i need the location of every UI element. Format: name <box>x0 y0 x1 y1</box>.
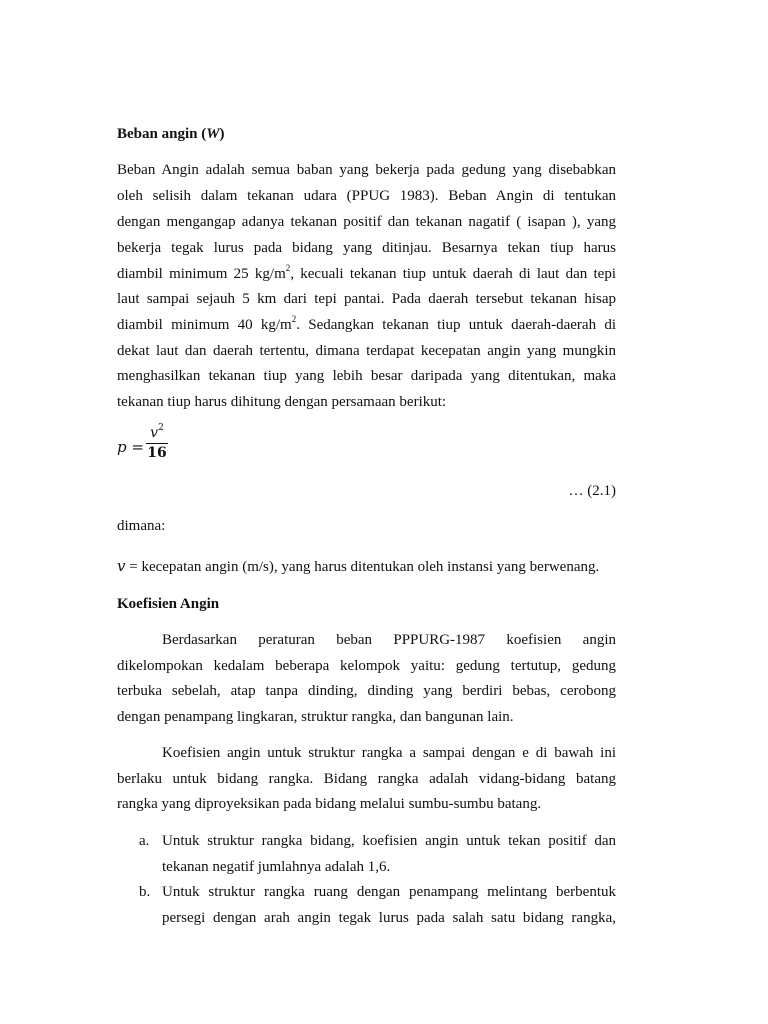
equation-number: … (2.1) <box>568 483 616 499</box>
numerator-exponent: 2 <box>158 423 164 434</box>
equation-lhs: p = <box>117 438 144 456</box>
equation-numerator <box>146 424 168 443</box>
equation-denominator: 16 <box>147 445 167 461</box>
heading-close: ) <box>219 126 225 142</box>
text-fragment: diambil minimum 25 kg/m <box>117 266 286 282</box>
text-line: Beban Angin adalah semua baban yang bekerja pada gedung yang disebabkan <box>117 162 616 178</box>
where-label: dimana: <box>117 518 166 534</box>
text-line: rangka yang diproyeksikan pada bidang melalui sumbu-sumbu batang. <box>117 796 542 812</box>
text-line: Berdasarkan peraturan beban PPPURG-1987 koefisien angin <box>162 632 616 648</box>
where-description: = kecepatan angin (m/s), yang harus ditentukan oleh instansi yang berwenang. <box>125 559 600 575</box>
text-line: laut sampai sejauh 5 km dari tepi pantai. Pada daerah tersebut tekanan hisap <box>117 291 616 307</box>
text-line: bekerja tegak lurus pada bidang yang ditinjau. Besarnya tekan tiup harus <box>117 240 616 256</box>
superscript: 2 <box>285 263 291 273</box>
text-line <box>117 265 616 283</box>
text-fragment: , kecuali tekanan tiup untuk daerah di laut dan tepi <box>290 266 617 282</box>
heading-symbol: W <box>206 126 220 142</box>
text-line: dengan penampang lingkaran, struktur rangka, dan bangunan lain. <box>117 709 514 725</box>
text-fragment: diambil minimum 40 kg/m <box>117 317 292 333</box>
list-marker: b. <box>139 884 151 900</box>
where-variable: v <box>117 557 126 575</box>
text-line: berlaku untuk bidang rangka. Bidang rangka adalah vidang-bidang batang <box>117 771 616 787</box>
text-line: Untuk struktur rangka bidang, koefisien angin untuk tekan positif dan <box>162 833 616 849</box>
superscript: 2 <box>291 314 297 324</box>
text-fragment: . Sedangkan tekanan tiup untuk daerah-daerah di <box>296 317 617 333</box>
text-line: terbuka sebelah, atap tanpa dinding, dinding yang berdiri bebas, cerobong <box>117 683 616 699</box>
text-line: oleh selisih dalam tekanan udara (PPUG 1983). Beban Angin di tentukan <box>117 188 616 204</box>
text-line: menghasilkan tekanan tiup yang lebih besar daripada yang ditentukan, maka <box>117 368 616 384</box>
list-marker: a. <box>139 833 150 849</box>
equation-fraction <box>146 424 168 463</box>
text-line: tekanan tiup harus dihitung dengan persamaan berikut: <box>117 394 447 410</box>
text-line: dikelompokan kedalam beberapa kelompok yaitu: gedung tertutup, gedung <box>117 658 616 674</box>
text-line: dengan mengangap adanya tekanan positif dan tekanan nagatif ( isapan ), yang <box>117 214 616 230</box>
text-line <box>117 316 616 334</box>
heading-text: Beban angin ( <box>117 126 207 142</box>
text-line: tekanan negatif jumlahnya adalah 1,6. <box>162 859 391 875</box>
numerator-variable: v <box>150 425 159 441</box>
section-heading-wind-coefficient: Koefisien Angin <box>117 596 220 612</box>
where-definition <box>117 557 616 576</box>
text-line: Untuk struktur rangka ruang dengan penampang melintang berbentuk <box>162 884 616 900</box>
section-heading-wind-load <box>117 125 616 143</box>
text-line: Koefisien angin untuk struktur rangka a sampai dengan e di bawah ini <box>162 745 616 761</box>
text-line: dekat laut dan daerah tertentu, dimana terdapat kecepatan angin yang mungkin <box>117 343 616 359</box>
text-line: persegi dengan arah angin tegak lurus pada salah satu bidang rangka, <box>162 910 616 926</box>
